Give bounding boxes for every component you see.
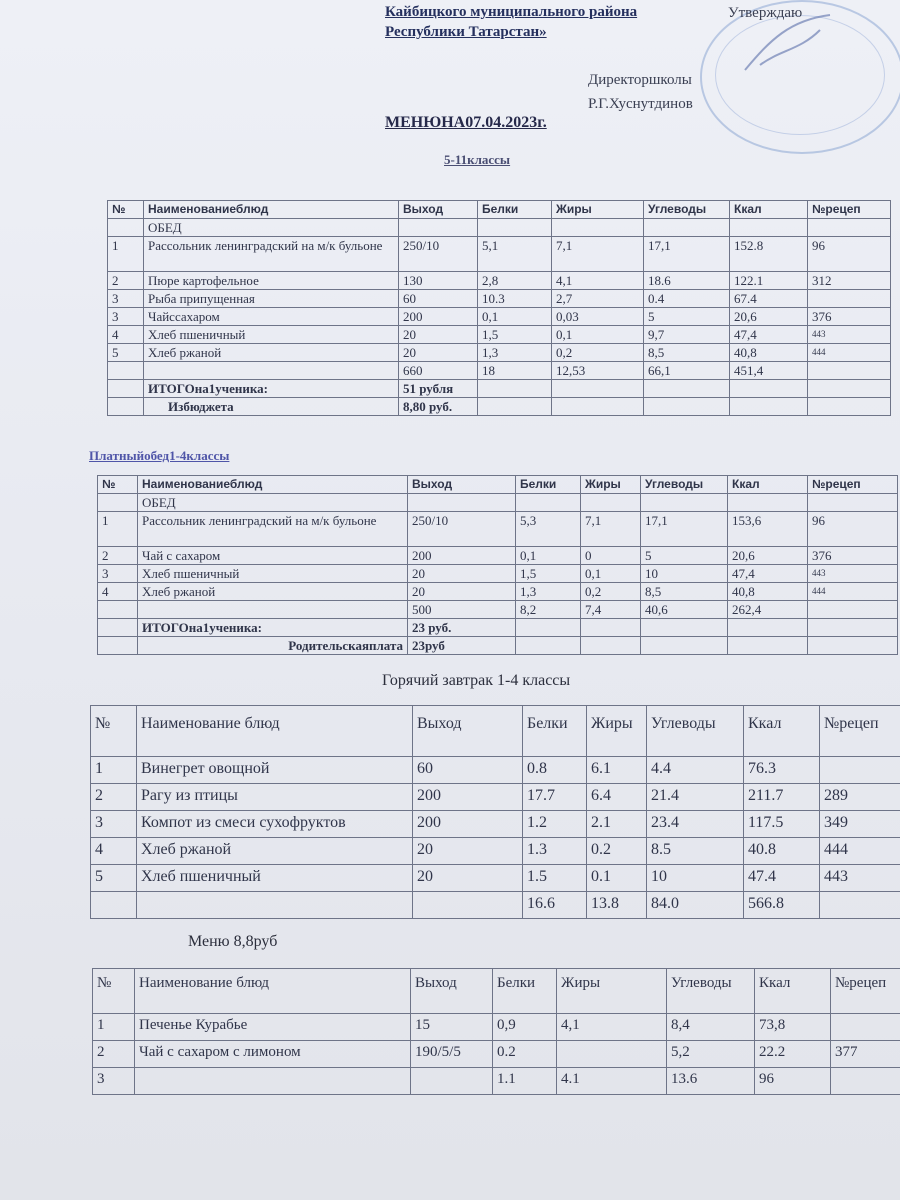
- page-subtitle: 5-11классы: [444, 152, 511, 167]
- cell: Хлеб пшеничный: [144, 326, 399, 344]
- cell: 66,1: [644, 362, 730, 380]
- cell: 289: [820, 784, 900, 811]
- cell: 17,1: [641, 512, 728, 547]
- cell: 40,6: [641, 601, 728, 619]
- cell: 443: [820, 865, 900, 892]
- col-header: Белки: [516, 476, 581, 494]
- cell: Хлеб ржаной: [138, 583, 408, 601]
- cell: 0,9: [493, 1014, 557, 1041]
- table-row: [98, 565, 898, 583]
- col-header: Белки: [478, 201, 552, 219]
- cell: 40,8: [730, 344, 808, 362]
- cell: 12,53: [552, 362, 644, 380]
- cell: 23.4: [647, 811, 744, 838]
- table-row: [108, 237, 891, 272]
- cell: 10.3: [478, 290, 552, 308]
- cell: Хлеб пшеничный: [138, 565, 408, 583]
- col-header: №: [91, 706, 137, 757]
- itogo-label: ИТОГОна1ученика:: [138, 619, 408, 637]
- cell: 10: [641, 565, 728, 583]
- cell: 76.3: [744, 757, 820, 784]
- cell: [108, 362, 144, 380]
- cell: 250/10: [399, 237, 478, 272]
- table-row: [98, 512, 898, 547]
- cell: 67.4: [730, 290, 808, 308]
- cell: 96: [808, 512, 898, 547]
- cell: Рыба припущенная: [144, 290, 399, 308]
- cell: [91, 892, 137, 919]
- cell: 20: [408, 583, 516, 601]
- cell: 47,4: [730, 326, 808, 344]
- cell: 200: [408, 547, 516, 565]
- cell: 0,2: [552, 344, 644, 362]
- cell: 8,5: [644, 344, 730, 362]
- col-header: Углеводы: [667, 969, 755, 1014]
- cell: 2: [93, 1041, 135, 1068]
- cell: 153,6: [728, 512, 808, 547]
- cell: 4: [108, 326, 144, 344]
- table-header-row: [98, 476, 898, 494]
- cell: 376: [808, 547, 898, 565]
- cell: 4.1: [557, 1068, 667, 1095]
- col-header: Ккал: [755, 969, 831, 1014]
- cell: 8,5: [641, 583, 728, 601]
- cell: [138, 601, 408, 619]
- cell: 250/10: [408, 512, 516, 547]
- table-row: [108, 290, 891, 308]
- col-header: №рецеп: [808, 201, 891, 219]
- cell: 8,4: [667, 1014, 755, 1041]
- cell: Печенье Курабье: [135, 1014, 411, 1041]
- table-row: [91, 811, 900, 838]
- table-row: [93, 1014, 900, 1041]
- cell: 0.8: [523, 757, 587, 784]
- cell: 0: [581, 547, 641, 565]
- cell: 444: [808, 344, 891, 362]
- cell: 200: [413, 784, 523, 811]
- cell: 1,3: [478, 344, 552, 362]
- cell: 0,1: [478, 308, 552, 326]
- cell: 1,5: [478, 326, 552, 344]
- cell: 2: [98, 547, 138, 565]
- cell: 117.5: [744, 811, 820, 838]
- cell: [808, 290, 891, 308]
- parent-payment-row: [98, 637, 898, 655]
- col-header: Белки: [523, 706, 587, 757]
- col-header: Наименование блюд: [135, 969, 411, 1014]
- section-label: ОБЕД: [138, 494, 408, 512]
- col-header: №: [93, 969, 135, 1014]
- cell: 21.4: [647, 784, 744, 811]
- cell: 40.8: [744, 838, 820, 865]
- cell: 451,4: [730, 362, 808, 380]
- col-header: №: [98, 476, 138, 494]
- cell: 1: [93, 1014, 135, 1041]
- cell: 17.7: [523, 784, 587, 811]
- cell: 13.6: [667, 1068, 755, 1095]
- cell: 7,1: [552, 237, 644, 272]
- totals-row: [108, 362, 891, 380]
- section-title-menu-8-8: Меню 8,8руб: [188, 933, 278, 950]
- cell: 60: [399, 290, 478, 308]
- parent-payment-label: Родительскаяплата: [138, 637, 408, 655]
- table-row: [98, 547, 898, 565]
- cell: 20: [399, 344, 478, 362]
- cell: 20,6: [730, 308, 808, 326]
- col-header: Белки: [493, 969, 557, 1014]
- cell: 20,6: [728, 547, 808, 565]
- totals-row: [98, 601, 898, 619]
- table-row: [91, 865, 900, 892]
- itogo-label: ИТОГОна1ученика:: [144, 380, 399, 398]
- cell: 0.2: [493, 1041, 557, 1068]
- col-header: Жиры: [552, 201, 644, 219]
- cell: 5: [644, 308, 730, 326]
- col-header: Ккал: [728, 476, 808, 494]
- col-header: №: [108, 201, 144, 219]
- col-header: Углеводы: [647, 706, 744, 757]
- section-title-hot-breakfast: Горячий завтрак 1-4 классы: [382, 672, 571, 689]
- cell: 2: [108, 272, 144, 290]
- cell: 18: [478, 362, 552, 380]
- budget-value: 8,80 руб.: [399, 398, 478, 416]
- cell: Чай с сахаром с лимоном: [135, 1041, 411, 1068]
- cell: 1: [98, 512, 138, 547]
- cell: Хлеб ржаной: [144, 344, 399, 362]
- cell: [820, 757, 900, 784]
- cell: 0.1: [587, 865, 647, 892]
- itogo-value: 23 руб.: [408, 619, 516, 637]
- cell: 47,4: [728, 565, 808, 583]
- cell: 152.8: [730, 237, 808, 272]
- itogo-row: [98, 619, 898, 637]
- cell: 3: [108, 290, 144, 308]
- col-header: Наименование блюд: [137, 706, 413, 757]
- cell: 122.1: [730, 272, 808, 290]
- col-header: Выход: [399, 201, 478, 219]
- cell: 0.4: [644, 290, 730, 308]
- cell: 5: [641, 547, 728, 565]
- cell: 2.1: [587, 811, 647, 838]
- table-row: [108, 272, 891, 290]
- cell: 0,1: [552, 326, 644, 344]
- cell: [411, 1068, 493, 1095]
- cell: 3: [98, 565, 138, 583]
- cell: 1,3: [516, 583, 581, 601]
- cell: 1: [91, 757, 137, 784]
- cell: 96: [808, 237, 891, 272]
- cell: 73,8: [755, 1014, 831, 1041]
- col-header: №рецеп: [831, 969, 900, 1014]
- table-header-row: [93, 969, 900, 1014]
- cell: 17,1: [644, 237, 730, 272]
- section-label: ОБЕД: [144, 219, 399, 237]
- menu-table-hot-breakfast: [90, 705, 900, 919]
- cell: 96: [755, 1068, 831, 1095]
- cell: 9,7: [644, 326, 730, 344]
- cell: 377: [831, 1041, 900, 1068]
- table-row: [108, 308, 891, 326]
- cell: 566.8: [744, 892, 820, 919]
- table-row: [98, 583, 898, 601]
- cell: 7,4: [581, 601, 641, 619]
- cell: 3: [108, 308, 144, 326]
- cell: 190/5/5: [411, 1041, 493, 1068]
- cell: 5,3: [516, 512, 581, 547]
- cell: 8,2: [516, 601, 581, 619]
- cell: 349: [820, 811, 900, 838]
- cell: 3: [91, 811, 137, 838]
- cell: 20: [408, 565, 516, 583]
- table-header-row: [108, 201, 891, 219]
- page-title: МЕНЮНА07.04.2023г.: [385, 114, 547, 131]
- cell: 5: [91, 865, 137, 892]
- cell: 7,1: [581, 512, 641, 547]
- cell: 6.1: [587, 757, 647, 784]
- cell: Пюре картофельное: [144, 272, 399, 290]
- section-row: [108, 219, 891, 237]
- cell: [557, 1041, 667, 1068]
- cell: Рассольник ленинградский на м/к бульоне: [144, 237, 399, 272]
- cell: 200: [413, 811, 523, 838]
- cell: 0,1: [516, 547, 581, 565]
- cell: 4.4: [647, 757, 744, 784]
- cell: 312: [808, 272, 891, 290]
- cell: 0,2: [581, 583, 641, 601]
- cell: 0,03: [552, 308, 644, 326]
- cell: Хлеб пшеничный: [137, 865, 413, 892]
- cell: 20: [413, 865, 523, 892]
- org-line-2: Республики Татарстан»: [385, 24, 547, 40]
- cell: Чайссахаром: [144, 308, 399, 326]
- cell: 2: [91, 784, 137, 811]
- cell: 0.2: [587, 838, 647, 865]
- col-header: Жиры: [581, 476, 641, 494]
- col-header: Выход: [408, 476, 516, 494]
- col-header: Выход: [411, 969, 493, 1014]
- cell: [98, 601, 138, 619]
- cell: 2,8: [478, 272, 552, 290]
- cell: 4,1: [557, 1014, 667, 1041]
- cell: 6.4: [587, 784, 647, 811]
- cell: 5: [108, 344, 144, 362]
- menu-table-5-11: [107, 200, 891, 416]
- cell: 0,1: [581, 565, 641, 583]
- menu-table-paid-1-4: [97, 475, 898, 655]
- director-name: Р.Г.Хуснутдинов: [588, 96, 693, 112]
- cell: 4: [91, 838, 137, 865]
- parent-payment-value: 23руб: [408, 637, 516, 655]
- cell: 1: [108, 237, 144, 272]
- cell: 8.5: [647, 838, 744, 865]
- cell: 4,1: [552, 272, 644, 290]
- cell: 20: [413, 838, 523, 865]
- col-header: Ккал: [730, 201, 808, 219]
- cell: 2,7: [552, 290, 644, 308]
- cell: Компот из смеси сухофруктов: [137, 811, 413, 838]
- itogo-value: 51 рубля: [399, 380, 478, 398]
- cell: 40,8: [728, 583, 808, 601]
- col-header: Углеводы: [641, 476, 728, 494]
- cell: 660: [399, 362, 478, 380]
- col-header: Ккал: [744, 706, 820, 757]
- cell: 16.6: [523, 892, 587, 919]
- cell: 1.1: [493, 1068, 557, 1095]
- cell: [808, 601, 898, 619]
- cell: 20: [399, 326, 478, 344]
- cell: 444: [808, 583, 898, 601]
- cell: 1.5: [523, 865, 587, 892]
- cell: 444: [820, 838, 900, 865]
- budget-row: [108, 398, 891, 416]
- table-header-row: [91, 706, 900, 757]
- itogo-row: [108, 380, 891, 398]
- cell: 3: [93, 1068, 135, 1095]
- cell: 60: [413, 757, 523, 784]
- totals-row: [91, 892, 900, 919]
- cell: Рагу из птицы: [137, 784, 413, 811]
- cell: 1.2: [523, 811, 587, 838]
- cell: Винегрет овощной: [137, 757, 413, 784]
- cell: 4: [98, 583, 138, 601]
- org-line-1: Кайбицкого муниципального района: [385, 4, 638, 20]
- cell: 18.6: [644, 272, 730, 290]
- cell: [137, 892, 413, 919]
- approve-label: Утверждаю: [728, 5, 803, 21]
- cell: [413, 892, 523, 919]
- cell: [820, 892, 900, 919]
- col-header: №рецеп: [820, 706, 900, 757]
- table-row: [108, 344, 891, 362]
- cell: 443: [808, 565, 898, 583]
- cell: [831, 1068, 900, 1095]
- col-header: Жиры: [557, 969, 667, 1014]
- cell: 376: [808, 308, 891, 326]
- col-header: Жиры: [587, 706, 647, 757]
- cell: 22.2: [755, 1041, 831, 1068]
- cell: 200: [399, 308, 478, 326]
- cell: 211.7: [744, 784, 820, 811]
- cell: 13.8: [587, 892, 647, 919]
- cell: 130: [399, 272, 478, 290]
- cell: Рассольник ленинградский на м/к бульоне: [138, 512, 408, 547]
- cell: 443: [808, 326, 891, 344]
- col-header: №рецеп: [808, 476, 898, 494]
- col-header: Углеводы: [644, 201, 730, 219]
- budget-label: Избюджета: [144, 398, 399, 416]
- cell: [135, 1068, 411, 1095]
- cell: 5,2: [667, 1041, 755, 1068]
- cell: 10: [647, 865, 744, 892]
- director-label: Директоршколы: [588, 72, 692, 88]
- table-row: [91, 784, 900, 811]
- table-row: [108, 326, 891, 344]
- table-row: [91, 838, 900, 865]
- col-header: Наименованиеблюд: [138, 476, 408, 494]
- section-title-paid-lunch: Платныйобед1-4классы: [89, 448, 230, 463]
- cell: 5,1: [478, 237, 552, 272]
- col-header: Наименованиеблюд: [144, 201, 399, 219]
- table-row: [93, 1068, 900, 1095]
- section-row: [98, 494, 898, 512]
- cell: [831, 1014, 900, 1041]
- cell: Чай с сахаром: [138, 547, 408, 565]
- cell: [808, 362, 891, 380]
- cell: 1,5: [516, 565, 581, 583]
- cell: 47.4: [744, 865, 820, 892]
- table-row: [93, 1041, 900, 1068]
- table-row: [91, 757, 900, 784]
- menu-table-8-8: [92, 968, 900, 1095]
- cell: [144, 362, 399, 380]
- cell: 84.0: [647, 892, 744, 919]
- cell: Хлеб ржаной: [137, 838, 413, 865]
- cell: 262,4: [728, 601, 808, 619]
- cell: 500: [408, 601, 516, 619]
- cell: 15: [411, 1014, 493, 1041]
- col-header: Выход: [413, 706, 523, 757]
- cell: 1.3: [523, 838, 587, 865]
